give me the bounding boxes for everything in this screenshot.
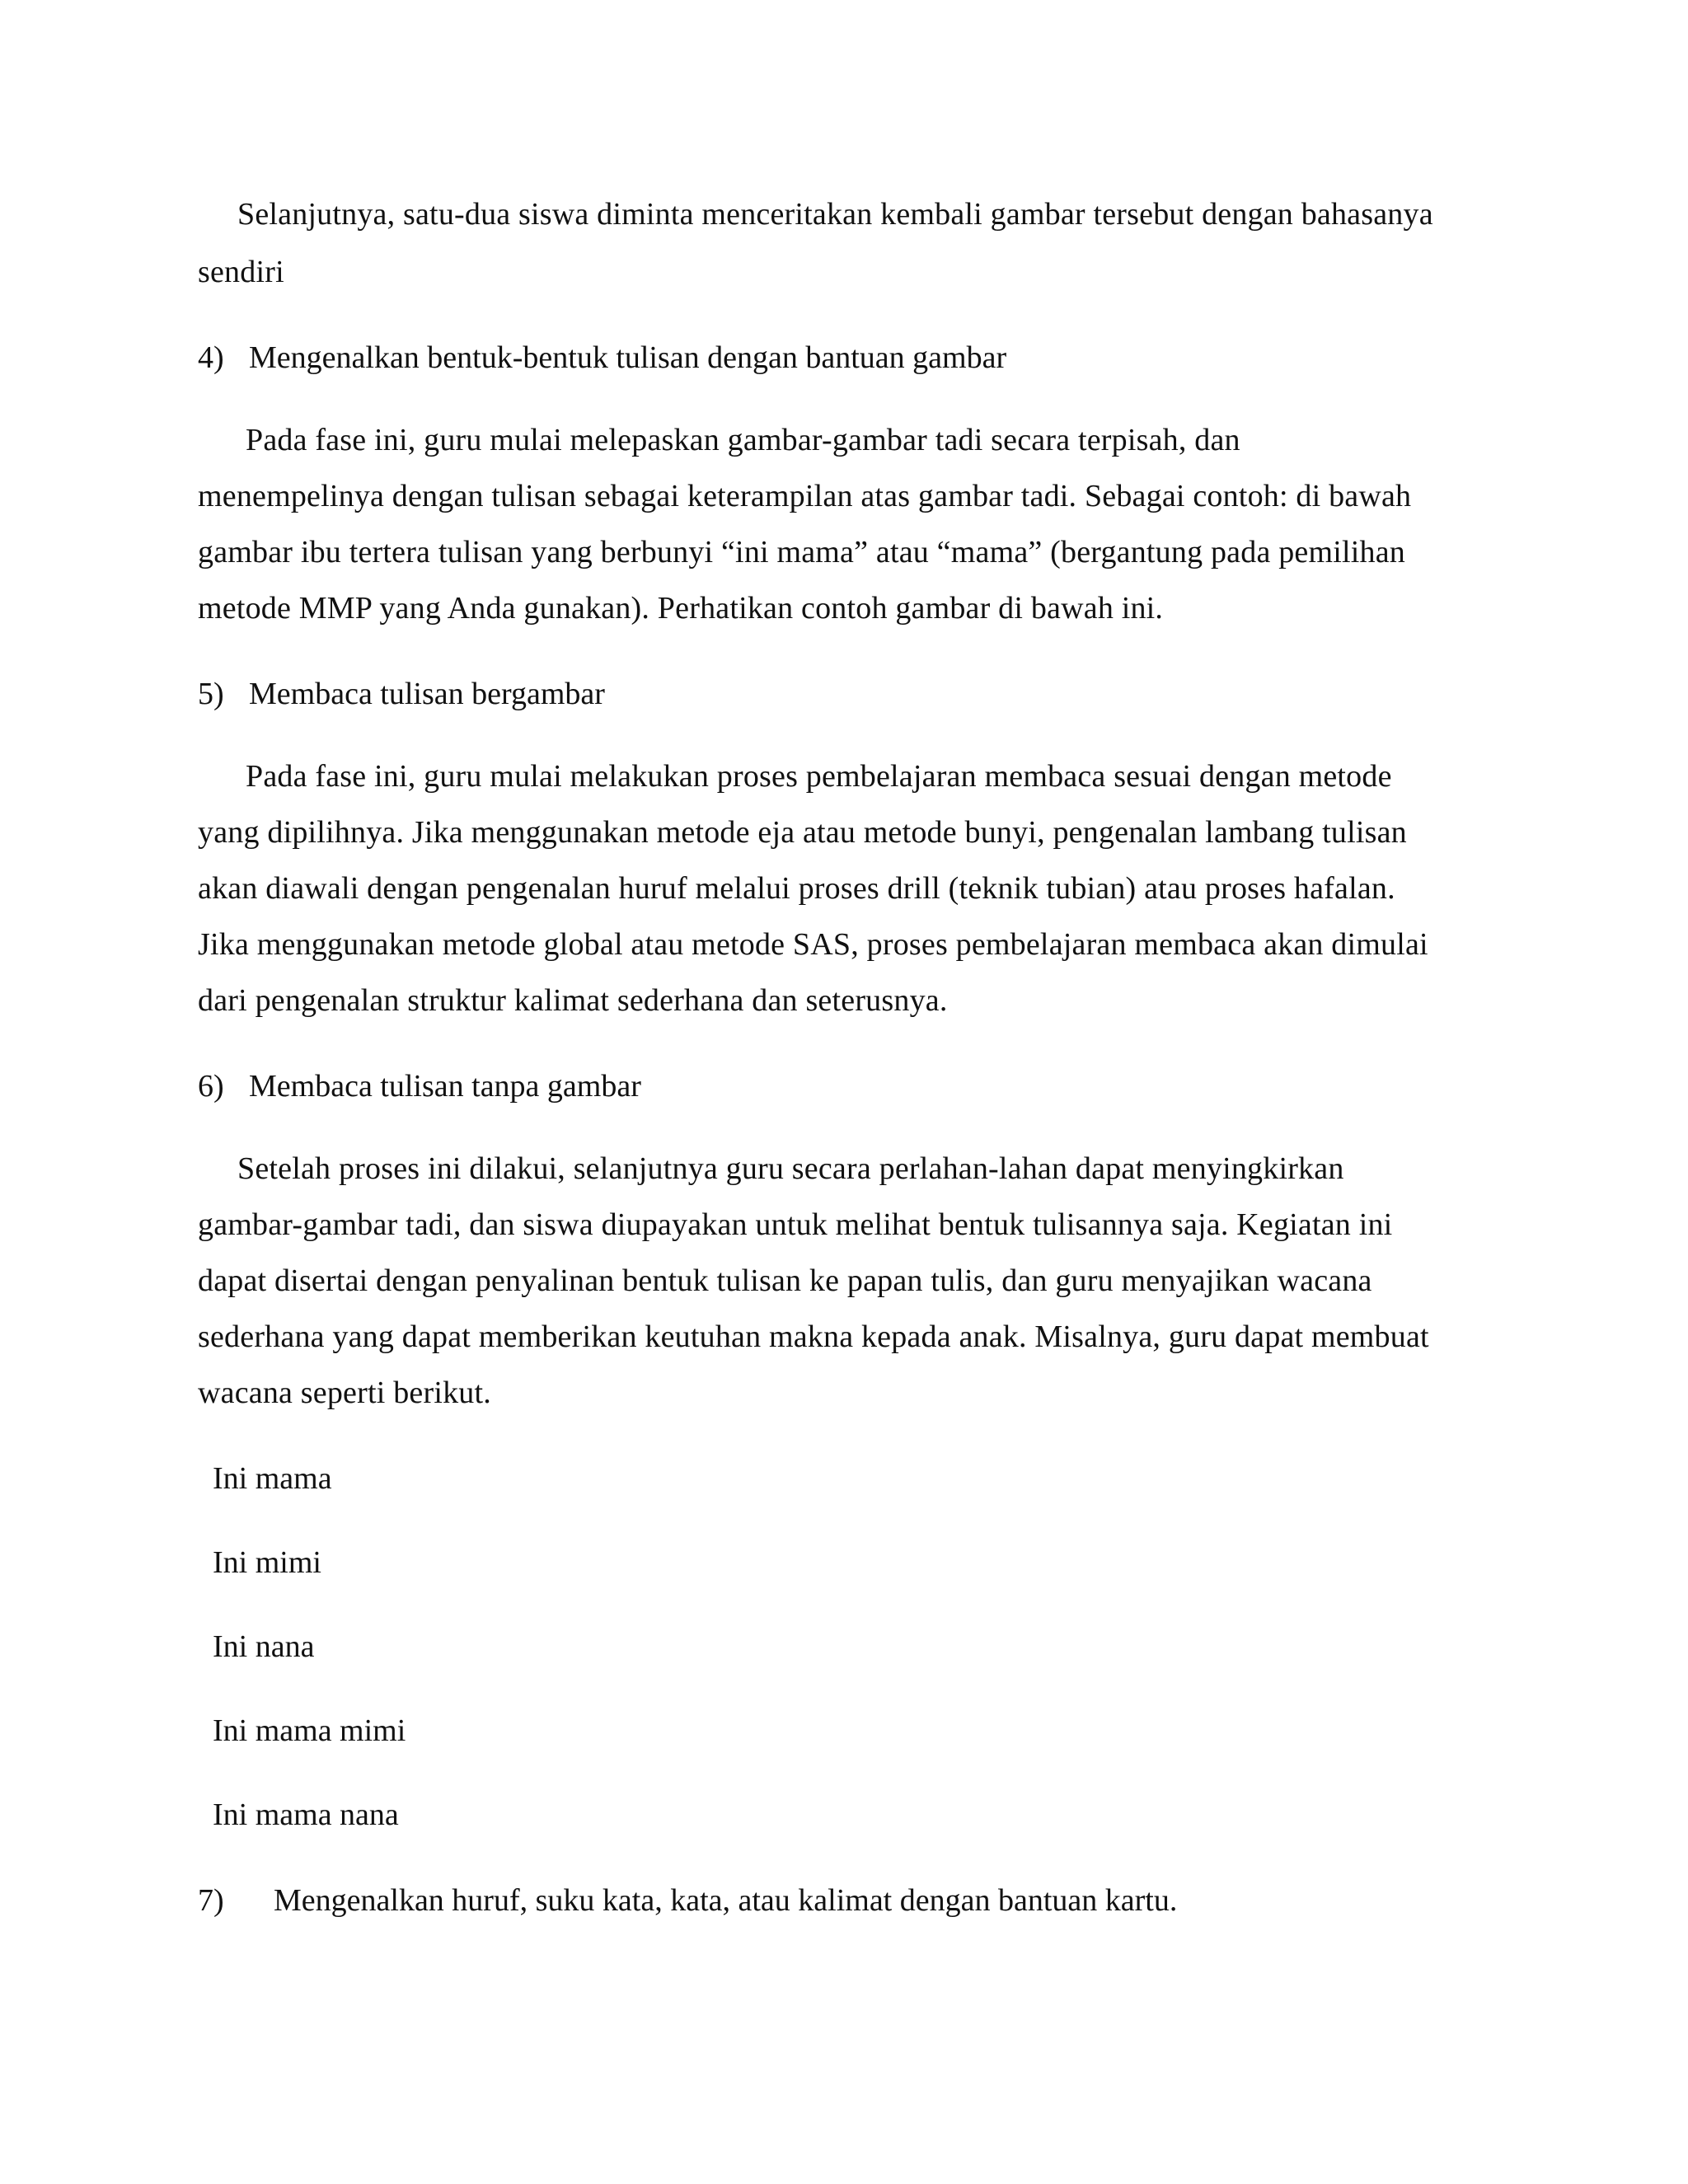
section-4-line-2: menempelinya dengan tulisan sebagai keterampilan atas gambar tadi. Sebagai contoh: di bawah xyxy=(198,479,1412,513)
section-5-line-4: Jika menggunakan metode global atau metode SAS, proses pembelajaran membaca akan dimulai xyxy=(198,927,1428,962)
section-4-heading xyxy=(198,338,1006,377)
example-item-2: Ini mimi xyxy=(213,1545,321,1580)
section-6-line-1: Setelah proses ini dilakui, selanjutnya guru secara perlahan-lahan dapat menyingkirkan xyxy=(237,1151,1344,1186)
section-4-title: Mengenalkan bentuk-bentuk tulisan dengan bantuan gambar xyxy=(249,340,1007,375)
section-5-line-2: yang dipilihnya. Jika menggunakan metode eja atau metode bunyi, pengenalan lambang tulisan xyxy=(198,815,1407,850)
intro-line-1: Selanjutnya, satu-dua siswa diminta menceritakan kembali gambar tersebut dengan bahasanya xyxy=(237,197,1433,232)
section-4-line-4: metode MMP yang Anda gunakan). Perhatikan contoh gambar di bawah ini. xyxy=(198,591,1164,626)
section-5-line-5: dari pengenalan struktur kalimat sederhana dan seterusnya. xyxy=(198,983,948,1018)
section-4-line-3: gambar ibu tertera tulisan yang berbunyi “ini mama” atau “mama” (bergantung pada pemilihan xyxy=(198,535,1405,569)
section-6-title: Membaca tulisan tanpa gambar xyxy=(249,1069,641,1104)
section-4-number: 4) xyxy=(198,340,224,375)
example-item-1: Ini mama xyxy=(213,1461,332,1496)
section-7-number: 7) xyxy=(198,1883,224,1918)
section-6-line-4: sederhana yang dapat memberikan keutuhan makna kepada anak. Misalnya, guru dapat membuat xyxy=(198,1319,1429,1354)
section-5-heading xyxy=(198,674,605,714)
section-5-title: Membaca tulisan bergambar xyxy=(249,677,605,711)
section-6-number: 6) xyxy=(198,1069,224,1104)
section-5-line-3: akan diawali dengan pengenalan huruf melalui proses drill (teknik tubian) atau proses hafalan. xyxy=(198,871,1395,906)
section-4-line-1: Pada fase ini, guru mulai melepaskan gambar-gambar tadi secara terpisah, dan xyxy=(246,423,1240,457)
section-6-line-5: wacana seperti berikut. xyxy=(198,1376,491,1410)
example-item-4: Ini mama mimi xyxy=(213,1713,406,1748)
example-item-5: Ini mama nana xyxy=(213,1797,399,1832)
section-5-line-1: Pada fase ini, guru mulai melakukan proses pembelajaran membaca sesuai dengan metode xyxy=(246,759,1392,794)
section-6-heading xyxy=(198,1066,641,1106)
section-6-line-2: gambar-gambar tadi, dan siswa diupayakan untuk melihat bentuk tulisannya saja. Kegiatan ini xyxy=(198,1207,1393,1242)
intro-line-2: sendiri xyxy=(198,255,284,289)
section-7-heading xyxy=(198,1881,1177,1920)
example-item-3: Ini nana xyxy=(213,1629,315,1664)
section-5-number: 5) xyxy=(198,677,224,711)
section-7-title: Mengenalkan huruf, suku kata, kata, atau kalimat dengan bantuan kartu. xyxy=(274,1883,1178,1918)
section-6-line-3: dapat disertai dengan penyalinan bentuk tulisan ke papan tulis, dan guru menyajikan wacana xyxy=(198,1263,1372,1298)
